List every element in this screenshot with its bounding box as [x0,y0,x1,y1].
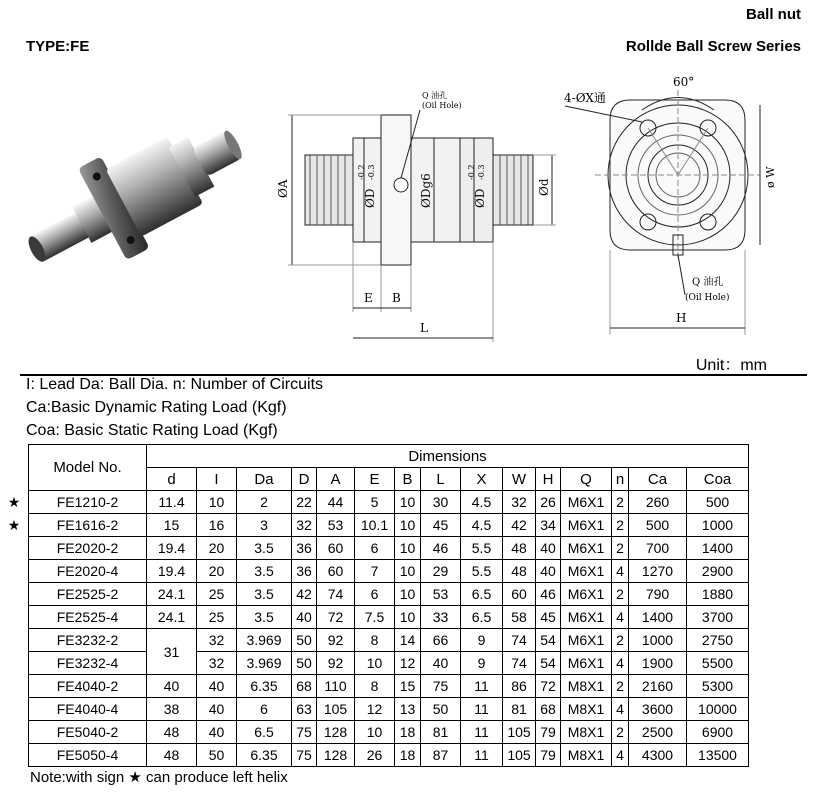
table-cell: 1880 [687,583,749,606]
table-cell: 2 [612,629,629,652]
table-cell: 30 [421,491,461,514]
table-cell: 11 [461,744,503,767]
dim-D-label: ØD [363,188,377,208]
table-row [29,560,749,583]
column-header: Ca [629,468,687,491]
table-row [29,537,749,560]
table-cell: 81 [503,698,536,721]
tol-upper-label: -0.2 [357,164,366,180]
model-cell: FE4040-4 [29,698,147,721]
table-cell: 25 [197,606,237,629]
table-cell: 10 [395,537,421,560]
table-cell: 60 [503,583,536,606]
table-cell: 81 [421,721,461,744]
legend-line-3: Coa: Basic Static Rating Load (Kgf) [26,422,278,439]
table-cell: 2 [237,491,292,514]
dim-E-label: E [364,291,373,305]
table-cell: 6.35 [237,675,292,698]
table-cell: 500 [629,514,687,537]
table-cell: 74 [503,652,536,675]
table-cell: 2900 [687,560,749,583]
table-cell: 110 [317,675,355,698]
table-cell: 36 [292,560,317,583]
model-cell: FE3232-4 [29,652,147,675]
table-cell: 105 [503,721,536,744]
table-cell: 4 [612,652,629,675]
table-cell: 48 [503,537,536,560]
table-body [29,491,749,767]
model-cell: FE2020-4 [29,560,147,583]
table-cell: M6X1 [561,606,612,629]
table-cell: 50 [292,652,317,675]
column-header: L [421,468,461,491]
table-cell: 2 [612,721,629,744]
table-cell: 5500 [687,652,749,675]
table-cell: M6X1 [561,491,612,514]
table-cell: 10 [355,721,395,744]
table-cell: 58 [503,606,536,629]
table-cell: 60 [317,560,355,583]
table-cell: 25 [197,583,237,606]
table-cell: 45 [536,606,561,629]
table-cell: 72 [317,606,355,629]
dim-W-label: ø W [764,166,777,188]
table-cell: 46 [421,537,461,560]
table-cell: 9 [461,629,503,652]
column-header: H [536,468,561,491]
table-cell: 92 [317,652,355,675]
table-cell: 4.5 [461,514,503,537]
table-cell: 26 [536,491,561,514]
dim-Dg6-label: ØDg6 [419,173,433,208]
column-header: D [292,468,317,491]
table-cell: 128 [317,744,355,767]
front-view-drawing [560,70,790,345]
model-cell: FE5040-2 [29,721,147,744]
table-cell: 3.5 [237,606,292,629]
column-header: A [317,468,355,491]
table-cell: 2 [612,675,629,698]
table-cell: 68 [292,675,317,698]
table-cell: 1900 [629,652,687,675]
angle-label: 60° [673,75,695,89]
table-row [29,675,749,698]
table-cell: M6X1 [561,560,612,583]
table-cell: 18 [395,721,421,744]
legend-line-2: Ca:Basic Dynamic Rating Load (Kgf) [26,399,287,416]
table-cell: 3.5 [237,560,292,583]
table-cell: 74 [317,583,355,606]
series-title: Rollde Ball Screw Series [625,38,801,55]
table-cell: 10 [395,583,421,606]
spec-table [28,444,749,767]
model-cell: FE5050-4 [29,744,147,767]
model-cell: FE4040-2 [29,675,147,698]
table-cell: 6900 [687,721,749,744]
table-row [29,721,749,744]
table-cell: 2 [612,514,629,537]
table-cell: 79 [536,744,561,767]
table-cell: 45 [421,514,461,537]
table-cell: 40 [536,537,561,560]
type-label: TYPE:FE [26,38,90,55]
table-cell: 4 [612,744,629,767]
table-cell: 60 [317,537,355,560]
table-cell: 20 [197,537,237,560]
table-cell: 46 [536,583,561,606]
table-cell: 74 [503,629,536,652]
table-cell: M8X1 [561,744,612,767]
column-header: X [461,468,503,491]
table-cell: 11 [461,698,503,721]
table-cell: 48 [147,744,197,767]
table-cell: 6.5 [461,606,503,629]
table-cell: 10.1 [355,514,395,537]
table-cell: 15 [395,675,421,698]
table-cell: 3.5 [237,537,292,560]
table-cell: 12 [395,652,421,675]
table-cell: 2 [612,537,629,560]
table-cell: 2500 [629,721,687,744]
table-cell: 11 [461,721,503,744]
category-title: Ball nut [746,6,801,23]
table-cell: 53 [317,514,355,537]
table-cell: 44 [317,491,355,514]
table-cell: 54 [536,652,561,675]
table-cell: 20 [197,560,237,583]
table-cell: 105 [317,698,355,721]
table-cell: 42 [503,514,536,537]
table-cell: 79 [536,721,561,744]
table-cell: 3.5 [237,583,292,606]
table-cell: 40 [421,652,461,675]
table-cell: 72 [536,675,561,698]
dim-B-label: B [392,291,401,305]
table-cell: M6X1 [561,514,612,537]
table-cell: 9 [461,652,503,675]
table-cell: 10 [395,514,421,537]
table-cell: M6X1 [561,629,612,652]
table-cell: 3 [237,514,292,537]
model-cell: FE2525-2 [29,583,147,606]
table-cell: 5300 [687,675,749,698]
table-cell: 40 [292,606,317,629]
table-cell: 3600 [629,698,687,721]
table-cell: 8 [355,629,395,652]
oil-hole-label-front-en: (Oil Hole) [685,293,730,303]
table-cell: 10 [395,560,421,583]
table-cell: 18 [395,744,421,767]
table-cell: 3.969 [237,652,292,675]
table-cell: 4 [612,560,629,583]
table-cell: 40 [536,560,561,583]
table-row [29,629,749,652]
table-cell: 34 [536,514,561,537]
dim-A-label: ØA [276,179,290,198]
table-cell: 13500 [687,744,749,767]
table-cell: 7.5 [355,606,395,629]
model-header: Model No. [29,445,147,491]
table-cell: 13 [395,698,421,721]
table-row [29,491,749,514]
note: Note:with sign ★ can produce left helix [30,769,288,786]
table-cell: 40 [197,721,237,744]
table-cell: 5 [355,491,395,514]
table-cell: 86 [503,675,536,698]
table-cell: 40 [197,698,237,721]
table-cell: 3700 [687,606,749,629]
table-cell: 15 [147,514,197,537]
table-cell: M8X1 [561,721,612,744]
table-cell: 53 [421,583,461,606]
model-cell: FE1616-2 [29,514,147,537]
table-cell: 5.5 [461,560,503,583]
table-cell: 11.4 [147,491,197,514]
table-cell: 6 [355,537,395,560]
table-cell: 5.5 [461,537,503,560]
table-cell: 32 [292,514,317,537]
tol-lower-label-2: -0.3 [477,164,486,180]
table-cell: 6.5 [461,583,503,606]
column-header: n [612,468,629,491]
table-row [29,514,749,537]
table-cell: 24.1 [147,583,197,606]
table-cell: 10 [355,652,395,675]
table-cell: 10 [395,606,421,629]
table-cell: 32 [503,491,536,514]
oil-hole-label-en: (Oil Hole) [422,101,462,110]
table-cell: 87 [421,744,461,767]
column-header: W [503,468,536,491]
table-cell: 22 [292,491,317,514]
column-header: E [355,468,395,491]
table-cell: 105 [503,744,536,767]
oil-hole-label-front: Q 油孔 [692,277,724,288]
table-cell: M6X1 [561,583,612,606]
table-cell: 48 [147,721,197,744]
tol-upper-label-2: -0.2 [467,164,476,180]
table-cell: 10 [395,491,421,514]
table-row [29,698,749,721]
table-cell: 10000 [687,698,749,721]
table-cell: 790 [629,583,687,606]
table-cell: 36 [292,537,317,560]
table-cell: 75 [292,744,317,767]
oil-hole-label: Q 油孔 [422,91,448,100]
table-cell: 50 [421,698,461,721]
table-cell: 66 [421,629,461,652]
table-cell: 10 [197,491,237,514]
table-cell: 4.5 [461,491,503,514]
table-cell: 1400 [629,606,687,629]
column-header: Q [561,468,612,491]
table-cell: M6X1 [561,537,612,560]
model-cell: FE3232-2 [29,629,147,652]
side-view-drawing [270,80,570,345]
table-cell: 16 [197,514,237,537]
dim-L-label: L [420,321,428,335]
table-cell: 40 [147,675,197,698]
table-row [29,652,749,675]
table-cell: 48 [503,560,536,583]
table-cell: 260 [629,491,687,514]
column-header: Da [237,468,292,491]
table-cell: 38 [147,698,197,721]
table-cell: 42 [292,583,317,606]
table-cell: 40 [197,675,237,698]
table-cell: 500 [687,491,749,514]
table-cell: 68 [536,698,561,721]
unit-label: Unit：mm [695,357,767,374]
table-cell: 14 [395,629,421,652]
table-cell: 54 [536,629,561,652]
table-row [29,744,749,767]
table-cell: 24.1 [147,606,197,629]
table-cell: 2 [612,583,629,606]
star-icon: ★ [7,494,21,510]
holes-label: 4-ØX通 [564,91,606,105]
table-cell: 19.4 [147,537,197,560]
dim-d-label: Ød [537,178,551,196]
table-cell: 63 [292,698,317,721]
table-cell: 12 [355,698,395,721]
model-cell: FE2525-4 [29,606,147,629]
model-cell: FE1210-2 [29,491,147,514]
table-cell: 31 [147,629,197,675]
tol-lower-label: -0.3 [367,164,376,180]
table-cell: 19.4 [147,560,197,583]
table-cell: 7 [355,560,395,583]
dim-D2-label: ØD [473,188,487,208]
table-cell: 11 [461,675,503,698]
table-cell: M8X1 [561,675,612,698]
table-cell: 2160 [629,675,687,698]
legend-line-1: I: Lead Da: Ball Dia. n: Number of Circuits [26,376,324,393]
table-cell: 32 [197,629,237,652]
table-cell: 75 [292,721,317,744]
column-header: I [197,468,237,491]
table-cell: 2 [612,491,629,514]
column-header: Coa [687,468,749,491]
column-header: B [395,468,421,491]
column-header: d [147,468,197,491]
dimensions-header: Dimensions [147,445,749,468]
table-cell: 4 [612,698,629,721]
table-cell: 128 [317,721,355,744]
table-cell: 4300 [629,744,687,767]
table-cell: 50 [197,744,237,767]
table-cell: 29 [421,560,461,583]
ball-nut-illustration [20,105,250,290]
table-cell: 3.969 [237,629,292,652]
table-cell: 1400 [687,537,749,560]
table-cell: M8X1 [561,698,612,721]
table-cell: 1270 [629,560,687,583]
table-cell: 1000 [629,629,687,652]
table-cell: 700 [629,537,687,560]
table-row [29,583,749,606]
table-cell: 6.35 [237,744,292,767]
table-cell: 6 [355,583,395,606]
table-cell: 8 [355,675,395,698]
table-cell: 1000 [687,514,749,537]
model-cell: FE2020-2 [29,537,147,560]
table-row [29,606,749,629]
table-cell: M6X1 [561,652,612,675]
table-cell: 92 [317,629,355,652]
table-cell: 6.5 [237,721,292,744]
table-cell: 6 [237,698,292,721]
table-cell: 26 [355,744,395,767]
table-cell: 2750 [687,629,749,652]
star-icon: ★ [7,517,21,533]
table-cell: 50 [292,629,317,652]
dim-H-label: H [676,311,687,325]
table-cell: 4 [612,606,629,629]
table-cell: 32 [197,652,237,675]
table-cell: 33 [421,606,461,629]
table-cell: 75 [421,675,461,698]
